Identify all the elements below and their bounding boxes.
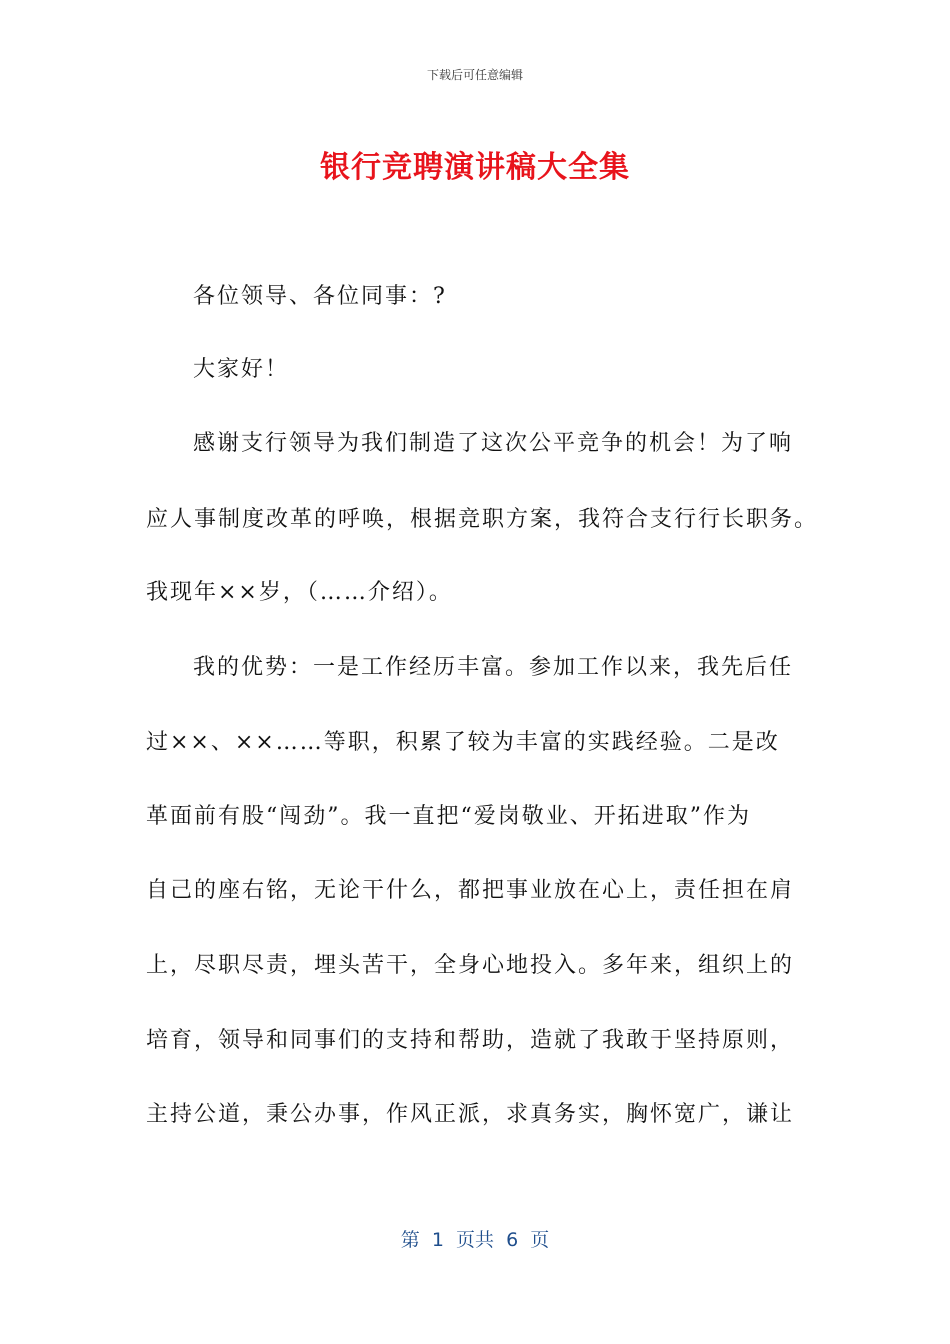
- body-line: 大家好！: [193, 357, 290, 382]
- body-line: 上，尽职尽责，埋头苦干，全身心地投入。多年来，组织上的: [146, 953, 795, 978]
- body-line: 感谢支行领导为我们制造了这次公平竞争的机会！为了响: [193, 431, 794, 456]
- body-line: 我的优势：一是工作经历丰富。参加工作以来，我先后任: [193, 655, 794, 680]
- body-line: 各位领导、各位同事：?: [193, 284, 447, 309]
- body-line: 自己的座右铭，无论干什么，都把事业放在心上，责任担在肩: [146, 878, 795, 903]
- header-note: 下载后可任意编辑: [426, 68, 523, 82]
- page-number-footer: 第 1 页共 6 页: [400, 1229, 550, 1251]
- document-title: 银行竞聘演讲稿大全集: [320, 150, 630, 185]
- body-line: 主持公道，秉公办事，作风正派，求真务实，胸怀宽广，谦让: [146, 1102, 795, 1127]
- body-line: 我现年××岁，（……介绍）。: [146, 580, 453, 605]
- body-line: 培育，领导和同事们的支持和帮助，造就了我敢于坚持原则，: [146, 1028, 795, 1053]
- body-line: 过××、××……等职，积累了较为丰富的实践经验。二是改: [146, 730, 780, 755]
- body-line: 革面前有股“闯劲”。我一直把“爱岗敬业、开拓进取”作为: [146, 804, 751, 829]
- body-line: 应人事制度改革的呼唤，根据竞职方案，我符合支行行长职务。: [146, 507, 819, 532]
